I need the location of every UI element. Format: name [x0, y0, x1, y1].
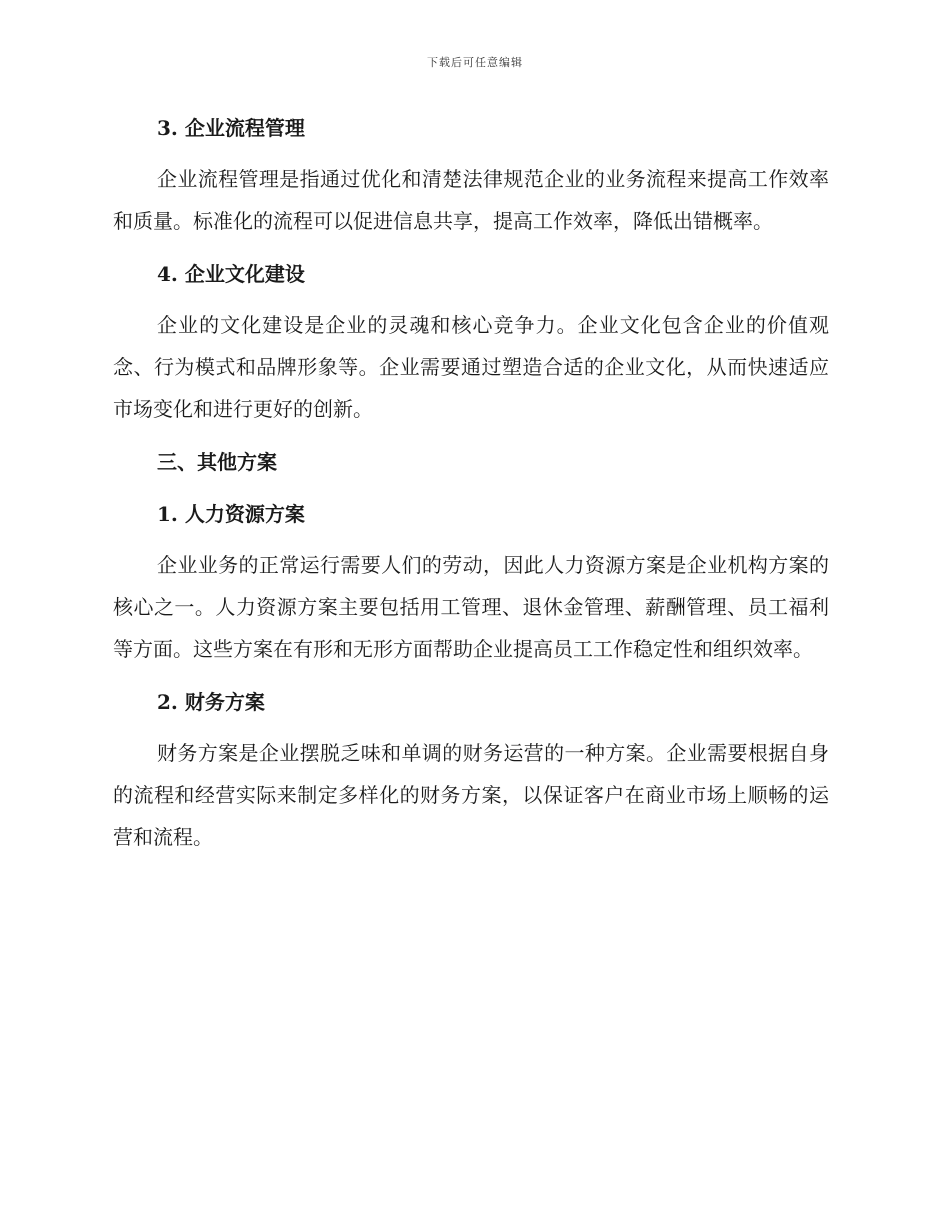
paragraph-culture: 企业的文化建设是企业的灵魂和核心竞争力。企业文化包含企业的价值观念、行为模式和品牌形象等。企业需要通过塑造合适的企业文化，从而快速适应市场变化和进行更好的创新。 — [113, 313, 829, 421]
section-heading-other-plans: 三、其他方案 — [157, 450, 277, 474]
header-note: 下载后可任意编辑 — [427, 56, 523, 69]
section-heading-hr-plan: 1. 人力资源方案 — [157, 502, 305, 526]
document-body — [113, 108, 829, 858]
section-heading-finance-plan: 2. 财务方案 — [157, 690, 265, 714]
section-heading-culture: 4. 企业文化建设 — [157, 262, 305, 286]
paragraph-finance-plan: 财务方案是企业摆脱乏味和单调的财务运营的一种方案。企业需要根据自身的流程和经营实际来制定多样化的财务方案，以保证客户在商业市场上顺畅的运营和流程。 — [113, 741, 829, 849]
section-heading-process-management: 3. 企业流程管理 — [157, 116, 305, 140]
paragraph-hr-plan: 企业业务的正常运行需要人们的劳动，因此人力资源方案是企业机构方案的核心之一。人力资源方案主要包括用工管理、退休金管理、薪酬管理、员工福利等方面。这些方案在有形和无形方面帮助企业提高员工工作稳定性和组织效率。 — [113, 553, 829, 661]
paragraph-process-management: 企业流程管理是指通过优化和清楚法律规范企业的业务流程来提高工作效率和质量。标准化的流程可以促进信息共享，提高工作效率，降低出错概率。 — [113, 167, 829, 233]
